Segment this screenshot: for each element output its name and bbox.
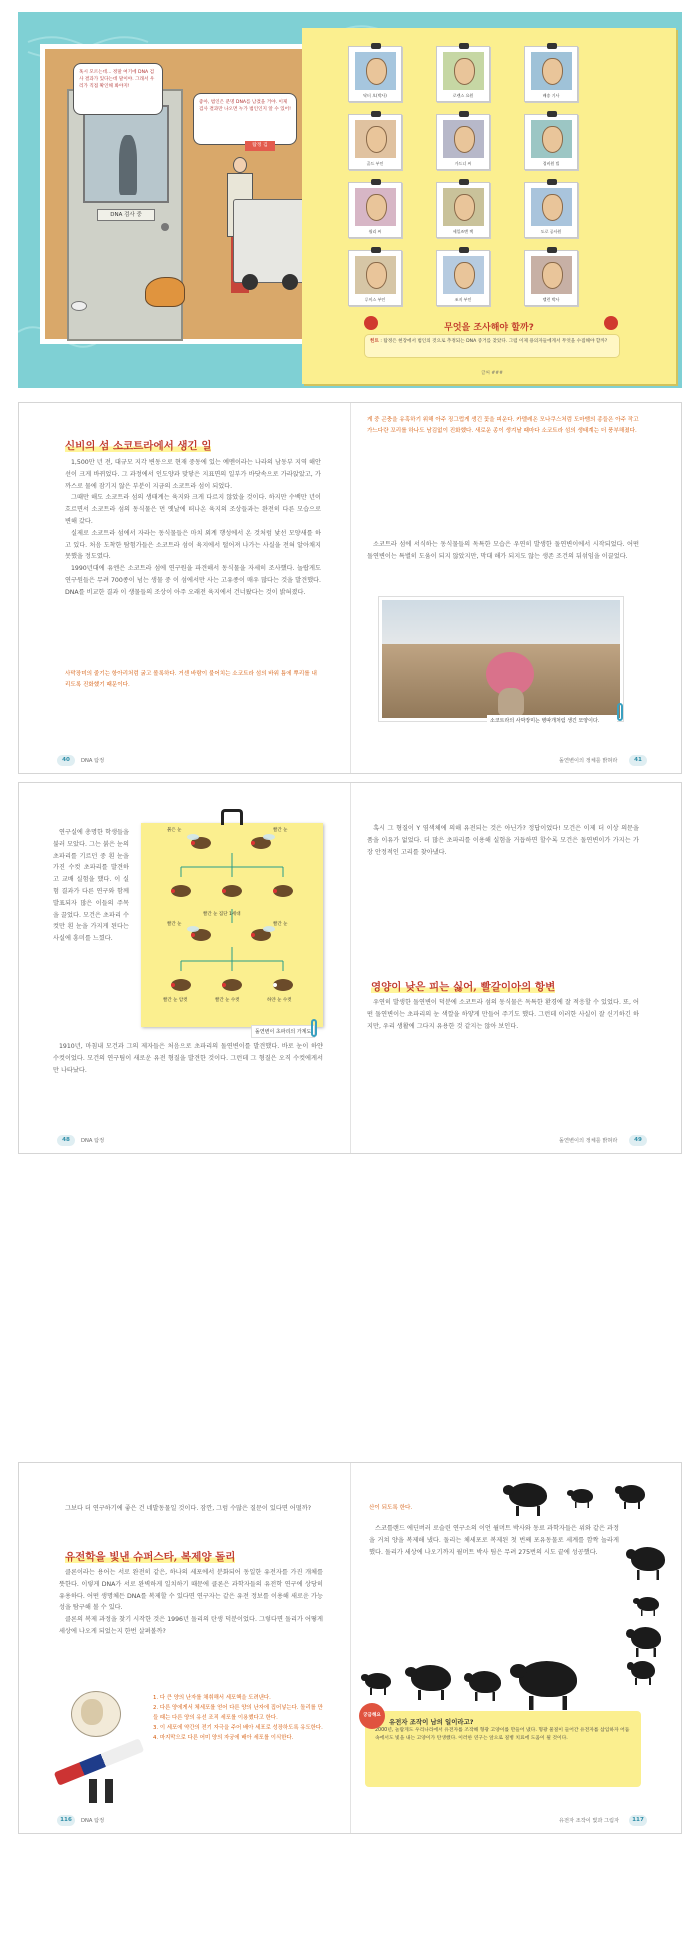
sheep-silhouette-icon	[469, 1671, 501, 1693]
question-title: 무엇을 조사해야 할까?	[444, 323, 534, 333]
pin-icon	[547, 247, 557, 253]
left-page-text-column: 연구실에 총명한 학생들을 불러 모았다. 그는 붉은 눈의 초파리를 기르던 중 흰 눈을 가진 수컷 초파리를 발견하고 교배 실험을 했다. 이 실험 결과가 다른 연구와 함께 발표되자 많은 이들의 주목을 끌었다. 모건은 초파리 수컷만 흰 눈을 가지게 된다는 사실에 흥미를 느꼈다.	[53, 829, 129, 943]
pin-icon	[459, 247, 469, 253]
right-page-bottom-text: 우연히 발생한 돌연변이 덕분에 소코트라 섬의 동식물은 독특한 환경에 잘 적응할 수 있었다. 또, 어떤 돌연변이는 초파리의 눈 색깔을 하얗게 만들어 주기도 했다. 그런데 이러한 사실이 잘 신기하긴 하지만, 우리 생활에 그다지 유용한 것 같지는 않아 보인다.	[367, 999, 639, 1030]
right-page-heading: 영양이 낮은 피는 싫어, 빨갈이아의 항변	[371, 981, 556, 993]
suspect-card	[524, 46, 578, 102]
diagram-label: 빨간 눈 수컷	[215, 998, 240, 1003]
pin-icon	[547, 43, 557, 49]
sheep-silhouette-icon	[365, 1673, 391, 1689]
pin-icon	[547, 111, 557, 117]
spine	[350, 783, 351, 1153]
paragraph: 그때만 해도 소코트라 섬의 생태계는 육지와 크게 다르지 않았을 것이다. 하지만 수백만 년이 흐르면서 소코트라 섬의 동식물은 먼 옛날에 떠나온 육지의 조상들과는 완전히 다른 모습으로 변해 갔다.	[65, 494, 321, 525]
suspect-name: 세일즈맨 잭	[452, 229, 474, 234]
comic-panel-left	[40, 44, 322, 344]
cloning-step: 3. 이 세포에 약간의 전기 자극을 주어 배아 세포로 성장하도록 유도한다.	[153, 1725, 323, 1731]
right-page-top-text: 혹시 그 형질이 Y 염색체에 의해 유전되는 것은 아닌가? 정답이었다! 모건은 이제 더 이상 의문을 품을 이유가 없었다. 더 많은 초파리를 이용해 실험을 거듭하면 할수록 모건은 돌연변이가 가지는 가장 안정적인 고리를 찾아냈다.	[367, 825, 639, 856]
suspect-portrait	[443, 256, 484, 294]
dog-figure	[145, 277, 185, 307]
cloning-steps	[153, 1693, 323, 1743]
pin-icon	[459, 179, 469, 185]
guitar-icon	[54, 1738, 145, 1785]
speech-bubble-1: 혹시 모르는데... 정말 여기에 DNA 검사 결과가 있다는데 말이야. 그래서 우리가 직접 확인해 봐야지!	[73, 63, 163, 115]
diagram-label: 붉은 눈	[167, 828, 182, 833]
left-page-note: 사막장미의 줄기는 항아리처럼 굵고 볼록하다. 거센 바람이 불어치는 소코트라 섬의 바위 틈에 뿌리를 내리도록 진화했기 때문이다.	[65, 671, 317, 688]
suspect-portrait	[443, 52, 484, 90]
page-number: 117	[629, 1815, 647, 1826]
door-sign: DNA 검사 중	[97, 209, 155, 221]
suspect-name: 골드 부인	[366, 161, 384, 166]
hint-label: 힌트	[370, 339, 379, 344]
diagram-caption: 돌연변이 초파리의 가계도	[251, 1025, 315, 1038]
diagram-label: 빨간 눈	[273, 828, 288, 833]
suspect-name: 로렌스 요원	[452, 93, 474, 98]
suspect-name: 앨런 박사	[542, 297, 560, 302]
diagram-label: 하얀 눈 수컷	[267, 998, 292, 1003]
diagram-label: 빨간 눈	[273, 922, 288, 927]
pin-icon	[371, 247, 381, 253]
page-number: 48	[57, 1135, 75, 1146]
sheep-silhouette-icon	[571, 1489, 593, 1503]
suspect-portrait	[355, 52, 396, 90]
suspects-panel	[302, 28, 676, 384]
spread-1-comic	[18, 12, 682, 388]
suspect-portrait	[531, 120, 572, 158]
suspect-card	[436, 114, 490, 170]
suspect-name: 닥터 오(박사)	[363, 93, 387, 98]
suspect-name: 조지 부인	[454, 297, 472, 302]
sheep-silhouette-icon	[519, 1661, 577, 1697]
paragraph: 1,500만 년 전, 대규모 지각 변동으로 현재 중동에 있는 예멘이라는 나라의 남동부 지역 해안선이 크게 바뀌었다. 그 과정에서 인도양과 맞닿은 지표면의 일부가 바닷속으로 가라앉았고, 가까스로 물에 잠기지 않은 부분이 지금의 소코트라 섬이 되었다.	[65, 459, 321, 490]
boxing-glove-left-icon	[364, 316, 378, 330]
suspect-portrait	[355, 120, 396, 158]
desert-rose-photo	[379, 597, 623, 721]
pin-icon	[371, 43, 381, 49]
suspect-name: 루이스 부인	[364, 297, 386, 302]
diagram-label: 빨간 눈 암컷	[163, 998, 188, 1003]
pin-icon	[547, 179, 557, 185]
sheep-silhouette-icon	[509, 1483, 547, 1507]
delivery-truck	[233, 199, 307, 283]
spread-3	[18, 782, 682, 1154]
suspect-portrait	[355, 188, 396, 226]
cloning-step: 1. 다 큰 양의 난자를 채취해서 세포핵을 도려낸다.	[153, 1695, 271, 1701]
suspect-portrait	[355, 256, 396, 294]
left-page-top-text: 그보다 더 연구하기에 좋은 건 네발동물일 것이다. 잠깐, 그럼 수많은 질문이 있다면 어떨까?	[65, 1505, 311, 1512]
sheep-guitar-illustration	[49, 1685, 147, 1805]
suspect-card	[348, 46, 402, 102]
page-number: 40	[57, 755, 75, 766]
info-box-badge: 궁금해요	[359, 1703, 385, 1729]
door-knob	[161, 223, 169, 231]
info-box-text: 2000년, 놀랍게도 우리나라에서 유전자를 조작해 형광 고양이를 만들어 냈다. 형광 물질이 들어간 유전자를 삽입하자 어둠 속에서도 빛을 내는 고양이가 탄생했다. 이러한 연구는 앞으로 질병 치료에 도움이 될 것이다.	[375, 1728, 630, 1741]
hint-text: 탐정은 현장에서 범인의 것으로 추정되는 DNA 증거를 찾았다. 그럼 이제 용의자들에게서 무엇을 수집해야 할까?	[383, 339, 608, 344]
suspect-card	[348, 114, 402, 170]
page-footer: 돌연변이의 정체를 밝혀라	[559, 758, 618, 764]
suspect-card	[436, 46, 490, 102]
suspect-portrait	[443, 120, 484, 158]
page-number: 49	[629, 1135, 647, 1146]
paperclip-icon	[617, 703, 623, 721]
suspect-name: 도로 공사원	[540, 229, 562, 234]
pin-icon	[459, 111, 469, 117]
cloning-step: 2. 다른 양에게서 체세포를 얻어 다른 양의 난자에 집어넣는다. 돌리를 만들 때는 다른 양의 유선 조직 세포를 이용했다고 한다.	[153, 1705, 323, 1721]
suspect-card	[436, 250, 490, 306]
right-page-body	[367, 539, 639, 587]
suspect-portrait	[443, 188, 484, 226]
paragraph: 1990년대에 유엔은 소코트라 섬에 연구원을 파견해서 동식물을 자세히 조사했다. 놀랍게도 연구원들은 무려 700종이 넘는 생물 중 이 섬에서만 사는 고유종이 매우 많다는 것을 발견했다. DNA를 비교한 결과 이 생물들의 조상이 아주 오래전 육지에서 건너왔다는 것이 밝혀졌다.	[65, 565, 321, 596]
sheep-silhouette-icon	[631, 1627, 661, 1649]
diagram-label: 빨간 눈	[167, 922, 182, 927]
paragraph: 실제로 소코트라 섬에서 자라는 동식물들은 마치 외계 행성에서 온 것처럼 낯선 모양새를 하고 있다. 처음 도착한 탐험가들은 소코트라 섬이 육지에서 떨어져 나가는 사실을 전혀 알아채지 못했을 정도였다.	[65, 529, 321, 561]
speech-bubble-2: 좋아, 범인은 분명 DNA를 남겼을 거야. 이제 검사 결과만 나오면 누가 범인인지 알 수 있어!	[193, 93, 297, 145]
pin-icon	[371, 179, 381, 185]
sheep-silhouette-icon	[631, 1547, 665, 1571]
suspect-name: 경비원 빌	[542, 161, 560, 166]
paperclip-icon	[311, 1019, 317, 1037]
hint-box: 힌트 : 탐정은 현장에서 범인의 것으로 추정되는 DNA 증거를 찾았다. 그럼 이제 용의자들에게서 무엇을 수집해야 할까?	[364, 334, 620, 358]
sheep-silhouette-icon	[631, 1661, 655, 1679]
suspect-name: 윌리 씨	[368, 229, 382, 234]
spread-4	[18, 1462, 682, 1834]
sheep-silhouette-icon	[619, 1485, 645, 1503]
suspect-card	[524, 114, 578, 170]
sheep-face	[81, 1699, 103, 1725]
info-box-title: 유전자 조작이 남의 일이라고?	[389, 1718, 474, 1726]
suspect-portrait	[531, 52, 572, 90]
photo-caption: 소코트라의 사막장미는 병따개처럼 생긴 모양이다.	[487, 715, 617, 726]
pin-icon	[459, 43, 469, 49]
right-page-note: 게 중 곤충을 유혹하기 위해 아주 징그럽게 생긴 꽃을 피운다. 카멜레온 모나쿠스처럼 도마뱀의 종들은 아주 작고 가느다란 꼬리를 하나도 남김없이 진화했다. 새로운 종이 생겨날 때마다 소코트라 섬의 생태계는 더 풍부해졌다.	[367, 417, 639, 434]
page-number: 116	[57, 1815, 75, 1826]
sheep-silhouette-icon	[411, 1665, 451, 1691]
right-page-body: 스코틀랜드 에딘버러 로슬린 연구소의 이언 윌머트 박사와 동료 과학자들은 위와 같은 과정을 거쳐 양을 복제해 냈다. 돌리는 체세포로 복제된 첫 번째 포유동물로 세계를 깜짝 놀라게 했다. 돌리가 세상에 나오기까지 윌머트 박사 팀은 무려 275번의 시도 끝에 성공했다.	[369, 1525, 619, 1556]
pin-icon	[371, 111, 381, 117]
page-footer: DNA 탐정	[81, 1138, 105, 1144]
suspect-card	[524, 250, 578, 306]
suspect-name: 가드너 씨	[454, 161, 472, 166]
right-page-top-note: 산이 되도록 한다.	[369, 1505, 413, 1511]
sheep-silhouette-icon	[637, 1597, 659, 1611]
spine	[350, 1463, 351, 1833]
page-footer: 유전자 조작이 빛과 그림자	[559, 1818, 620, 1824]
page-number: 41	[629, 755, 647, 766]
left-page-bottom-text: 1910년, 마침내 모건과 그의 제자들은 처음으로 초파리의 돌연변이를 발견했다. 바로 눈이 하얀 수컷이었다. 모건의 연구팀이 새로운 유전 형질을 발견한 것이다. 그런데 그 형질은 오직 수컷에게서만 나타났다.	[53, 1043, 323, 1074]
page-footer: 돌연변이의 정체를 밝혀라	[559, 1138, 618, 1144]
page-footer: DNA 탐정	[81, 1818, 105, 1824]
suspect-portrait	[531, 188, 572, 226]
spine	[350, 403, 351, 773]
fly-diagram-card	[141, 823, 323, 1027]
silhouette-figure	[119, 135, 137, 195]
diagram-label: 빨간 눈 집단 1세대	[203, 912, 241, 917]
door-window	[83, 105, 169, 203]
left-page-heading: 신비의 섬 소코트라에서 생긴 일	[65, 440, 212, 452]
suspect-card	[524, 182, 578, 238]
spread-2	[18, 402, 682, 774]
left-page-body: 클론이라는 용어는 서로 완전히 같은, 하나의 세포에서 분화되어 동일한 유전자를 가진 개체를 뜻한다. 이렇게 DNA가 서로 완벽하게 일치하기 때문에 클론은 과학자들의 유전학 연구에 상당히 유용하다. 어떤 생명체든 DNA를 복제할 수 있다면 연구자는 같은 유전 정보를 이용해 새로운 가능성을 탐구해 볼 수 있다. 클론의 복제 과정을 찾기 시작한 것은 1996년 돌리의 탄생 덕분이었다. 그렇다면 돌리가 어떻게 세상에 나오게 되었는지 한번 살펴볼까?	[59, 1569, 323, 1635]
suspect-card	[348, 182, 402, 238]
panel-credit: 글씨 ###	[481, 371, 503, 376]
mouse-figure	[71, 301, 87, 311]
name-tag: 탐정 김	[245, 141, 275, 151]
suspect-card	[436, 182, 490, 238]
suspect-portrait	[531, 256, 572, 294]
info-box	[365, 1711, 641, 1787]
paragraph: 소코트라 섬에 서식하는 동식물들의 독특한 모습은 우연히 발생한 돌연변이에서 시작되었다. 어떤 돌연변이는 특별히 도움이 되지 않았지만, 막대 해가 되지도 않는 생존 조건의 뒤섞임을 이끌었다.	[367, 541, 639, 560]
left-page-heading: 유전학을 빛낸 슈퍼스타, 복제양 돌리	[65, 1551, 236, 1563]
cloning-step: 4. 마지막으로 다른 어미 양의 자궁에 배아 세포를 이식한다.	[153, 1735, 294, 1741]
left-page-body	[65, 457, 321, 647]
suspect-name: 배송 기사	[542, 93, 560, 98]
page-footer: DNA 탐정	[81, 758, 105, 764]
boxing-glove-right-icon	[604, 316, 618, 330]
suspect-card	[348, 250, 402, 306]
